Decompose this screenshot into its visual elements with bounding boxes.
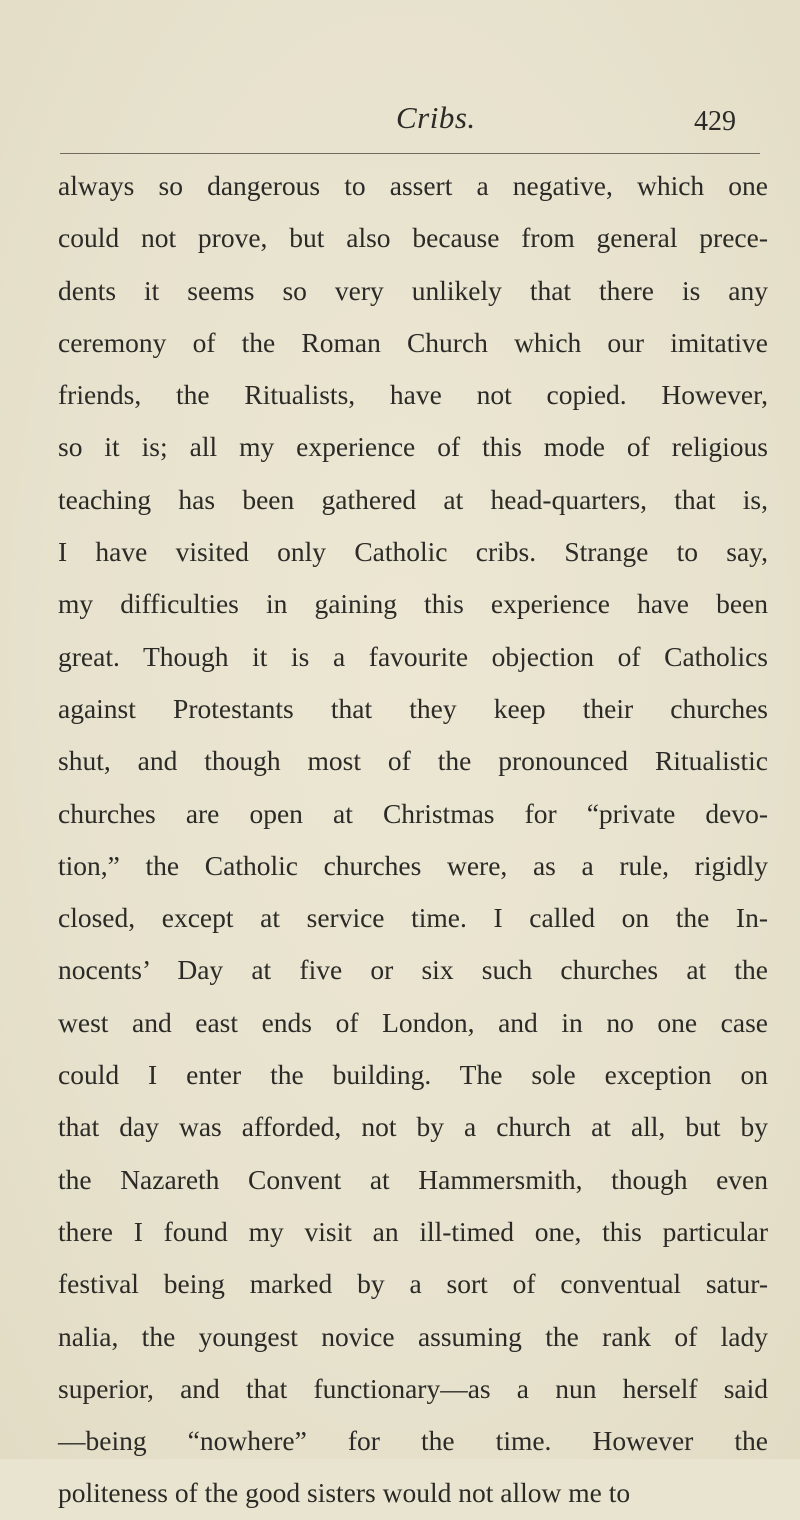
page-number: 429 — [694, 106, 736, 137]
text-line: great. Though it is a favourite objection of Catholics — [58, 640, 768, 672]
text-line: shut, and though most of the pronounced Ritualistic — [58, 745, 768, 777]
text-line: always so dangerous to assert a negative, which one — [58, 170, 768, 201]
text-line: nalia, the youngest novice assuming the rank of lady — [58, 1320, 768, 1352]
text-line: I have visited only Catholic cribs. Strange to say, — [58, 536, 768, 568]
text-line: dents it seems so very unlikely that there is any — [58, 274, 768, 306]
text-line: that day was afforded, not by a church at all, but by — [58, 1111, 768, 1143]
text-line: west and east ends of London, and in no one case — [58, 1006, 768, 1038]
text-line: —being “nowhere” for the time. However the — [58, 1425, 768, 1457]
text-line: the Nazareth Convent at Hammersmith, though even — [58, 1163, 768, 1195]
text-line: ceremony of the Roman Church which our imitative — [58, 326, 768, 358]
body-text — [58, 160, 768, 1520]
text-line: politeness of the good sisters would not allow me to — [58, 1477, 631, 1509]
text-line: superior, and that functionary—as a nun herself said — [58, 1372, 768, 1404]
text-line: festival being marked by a sort of conventual satur- — [58, 1268, 768, 1300]
text-line: friends, the Ritualists, have not copied. However, — [58, 379, 768, 411]
text-line: teaching has been gathered at head-quarters, that is, — [58, 483, 768, 515]
text-line: so it is; all my experience of this mode of religious — [58, 431, 768, 463]
text-line: closed, except at service time. I called on the In- — [58, 902, 768, 934]
header-rule — [60, 153, 760, 154]
text-line: there I found my visit an ill-timed one, this particular — [58, 1215, 768, 1247]
text-line: against Protestants that they keep their churches — [58, 692, 768, 724]
text-line: could not prove, but also because from general prece- — [58, 222, 768, 254]
running-title: Cribs. — [396, 100, 476, 135]
text-line: tion,” the Catholic churches were, as a rule, rigidly — [58, 849, 768, 881]
running-head — [60, 100, 760, 150]
text-line: could I enter the building. The sole exception on — [58, 1059, 768, 1091]
text-line: churches are open at Christmas for “private devo- — [58, 797, 768, 829]
text-line: my difficulties in gaining this experience have been — [58, 588, 768, 620]
text-line: nocents’ Day at five or six such churches at the — [58, 954, 768, 986]
